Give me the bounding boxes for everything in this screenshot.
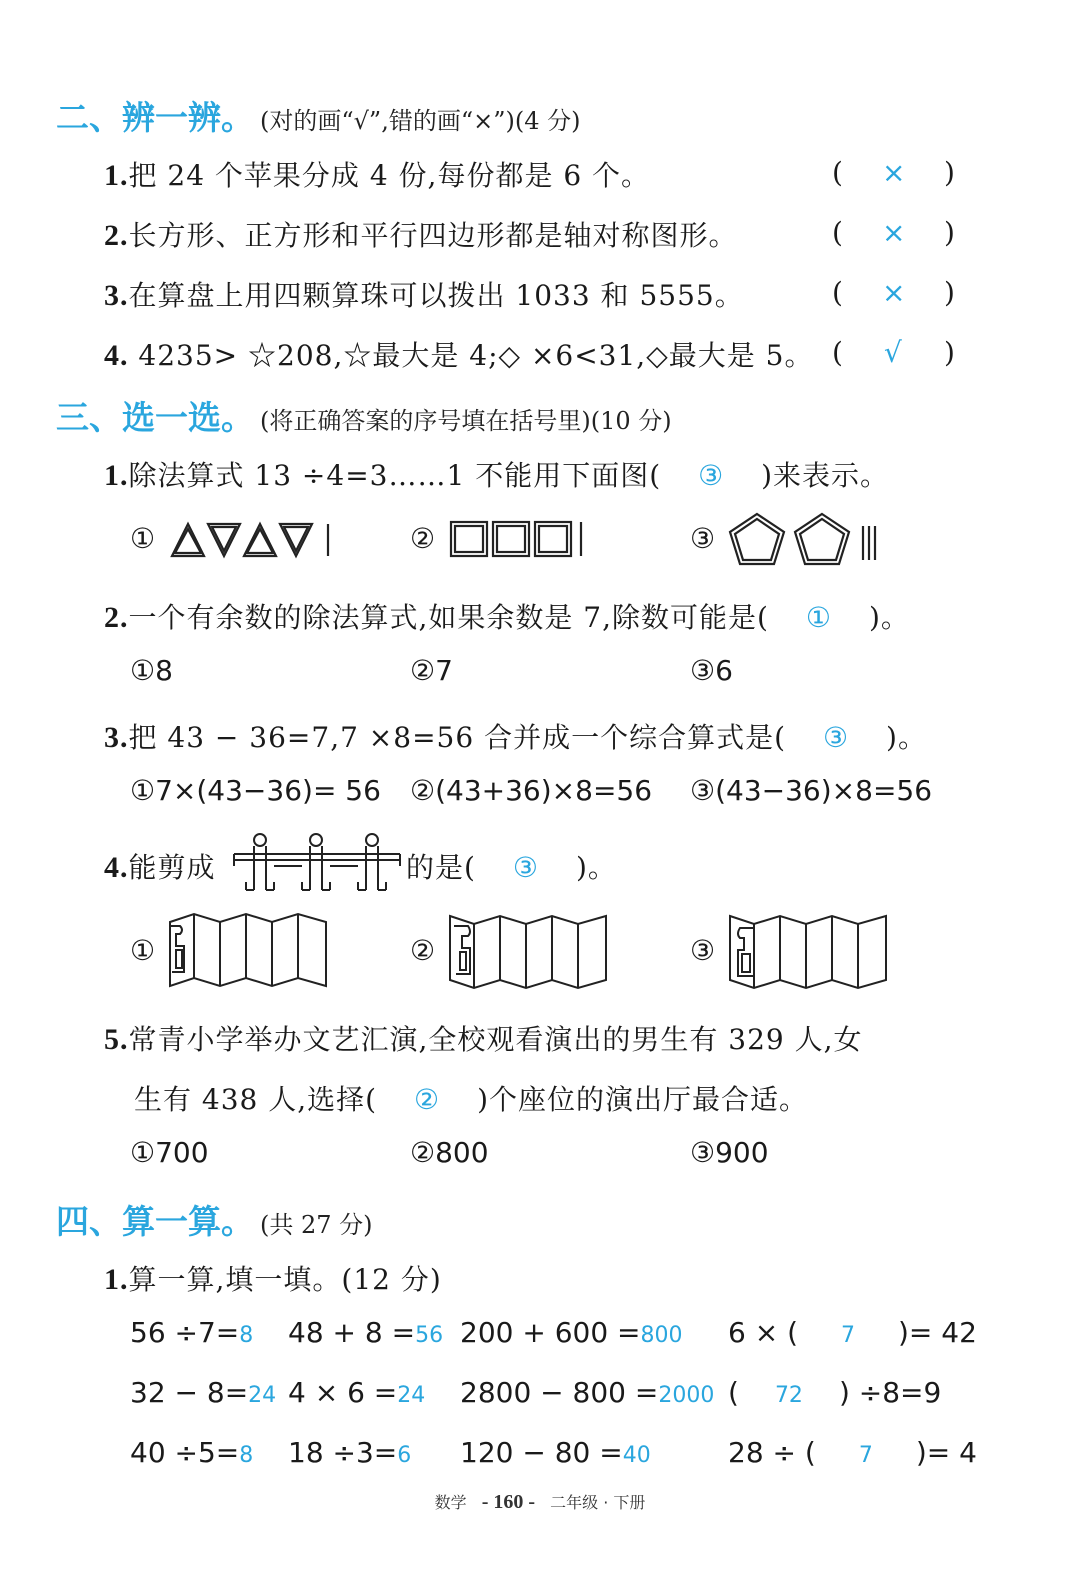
- judge-answer-3[interactable]: ( × ): [832, 276, 955, 309]
- q5-option-3[interactable]: ③900: [690, 1136, 769, 1169]
- q4-option-2-label[interactable]: ②: [410, 934, 436, 967]
- choice-question-4-end: 的是( ③ )。: [406, 851, 617, 884]
- q4-option-1-label[interactable]: ①: [130, 934, 156, 967]
- q3-option-2[interactable]: ②(43+36)×8=56: [410, 774, 653, 807]
- q4-option-3-figure: [726, 912, 896, 992]
- q5-option-2[interactable]: ②800: [410, 1136, 489, 1169]
- paper-cutout-chain-figure: [232, 832, 402, 892]
- section-3-title: 三、选一选。: [56, 398, 254, 437]
- q4-option-2-figure: [446, 912, 616, 992]
- judge-answer-1[interactable]: ( × ): [832, 156, 955, 189]
- footer-grade: 二年级 · 下册: [550, 1493, 646, 1512]
- q4-option-3-label[interactable]: ③: [690, 934, 716, 967]
- calc-item[interactable]: 40 ÷5=8: [130, 1436, 254, 1469]
- calc-question-1: 1.算一算,填一填。(12 分): [104, 1263, 442, 1296]
- choice-question-4-start: 4.能剪成: [104, 851, 216, 884]
- footer-subject: 数学: [434, 1493, 467, 1512]
- calc-item[interactable]: 56 ÷7=8: [130, 1316, 254, 1349]
- q4-option-1-figure: [166, 912, 336, 992]
- judge-item-1: 1.把 24 个苹果分成 4 份,每份都是 6 个。: [104, 159, 651, 192]
- calc-item[interactable]: 4 × 6 =24: [288, 1376, 426, 1409]
- q1-option-2-label[interactable]: ②: [410, 522, 436, 555]
- calc-item[interactable]: 120 − 80 =40: [460, 1436, 651, 1469]
- section-4-note: (共 27 分): [260, 1211, 373, 1239]
- calc-item[interactable]: 200 + 600 =800: [460, 1316, 683, 1349]
- choice-question-1: 1.除法算式 13 ÷4=3……1 不能用下面图( ③ )来表示。: [104, 459, 890, 492]
- judge-item-3: 3.在算盘上用四颗算珠可以拨出 1033 和 5555。: [104, 279, 744, 312]
- judge-item-2: 2.长方形、正方形和平行四边形都是轴对称图形。: [104, 219, 738, 252]
- q1-option-3-label[interactable]: ③: [690, 522, 716, 555]
- calc-item[interactable]: 48 + 8 =56: [288, 1316, 444, 1349]
- calc-item[interactable]: 2800 − 800 =2000: [460, 1376, 715, 1409]
- choice-question-5-line1: 5.常青小学举办文艺汇演,全校观看演出的男生有 329 人,女: [104, 1023, 863, 1056]
- section-3-heading: [56, 392, 672, 439]
- section-3-note: (将正确答案的序号填在括号里)(10 分): [260, 407, 672, 435]
- judge-answer-4[interactable]: ( √ ): [832, 336, 955, 369]
- q2-option-2[interactable]: ②7: [410, 654, 453, 687]
- calc-item[interactable]: 6 × ( 7 )= 42: [728, 1316, 977, 1349]
- page-number: - 160 -: [481, 1491, 536, 1513]
- choice-question-2: 2.一个有余数的除法算式,如果余数是 7,除数可能是( ① )。: [104, 601, 910, 634]
- section-2-title: 二、辨一辨。: [56, 98, 254, 137]
- calc-item[interactable]: 18 ÷3=6: [288, 1436, 412, 1469]
- q2-option-3[interactable]: ③6: [690, 654, 733, 687]
- section-4-title: 四、算一算。: [56, 1202, 254, 1241]
- q1-option-1-label[interactable]: ①: [130, 522, 156, 555]
- q1-option-3-figure: [726, 510, 886, 570]
- q5-option-1[interactable]: ①700: [130, 1136, 209, 1169]
- section-2-heading: [56, 92, 580, 139]
- q3-option-3[interactable]: ③(43−36)×8=56: [690, 774, 933, 807]
- choice-answer-2[interactable]: ①: [805, 601, 832, 634]
- q3-option-1[interactable]: ①7×(43−36)= 56: [130, 774, 381, 807]
- section-4-heading: [56, 1196, 373, 1243]
- choice-question-5-line2: 生有 438 人,选择( ② )个座位的演出厅最合适。: [134, 1083, 809, 1116]
- choice-question-3: 3.把 43 − 36=7,7 ×8=56 合并成一个综合算式是( ③ )。: [104, 721, 927, 754]
- choice-answer-3[interactable]: ③: [822, 721, 850, 754]
- calc-item[interactable]: 32 − 8=24: [130, 1376, 277, 1409]
- judge-item-4: 4. 4235> ☆208,☆最大是 4;◇ ×6<31,◇最大是 5。: [104, 339, 814, 372]
- calc-item[interactable]: 28 ÷ ( 7 )= 4: [728, 1436, 977, 1469]
- q1-option-2-figure: [448, 518, 588, 560]
- choice-answer-4[interactable]: ③: [512, 851, 539, 884]
- choice-answer-1[interactable]: ③: [698, 459, 725, 492]
- q2-option-1[interactable]: ①8: [130, 654, 173, 687]
- choice-answer-5[interactable]: ②: [414, 1083, 441, 1116]
- calc-item[interactable]: ( 72 ) ÷8=9: [728, 1376, 942, 1409]
- judge-answer-2[interactable]: ( × ): [832, 216, 955, 249]
- q1-option-1-figure: [168, 518, 338, 560]
- page-footer: [0, 1490, 1080, 1514]
- section-2-note: (对的画“√”,错的画“×”)(4 分): [260, 107, 581, 135]
